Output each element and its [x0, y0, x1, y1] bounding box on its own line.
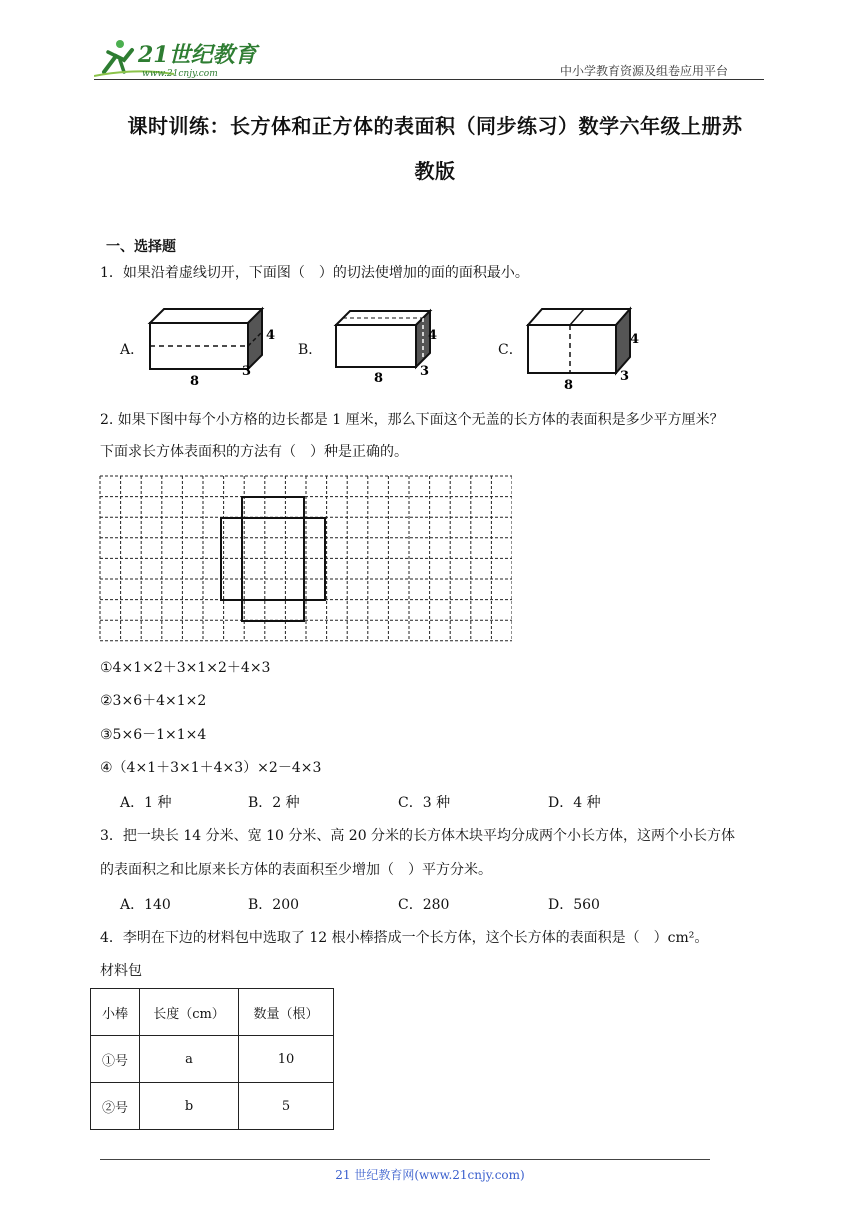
question-3-line1: 3．把一块长 14 分米、宽 10 分米、高 20 分米的长方体木块平均分成两个小长方体，这两个小长方体: [100, 828, 736, 844]
logo-text: 21世纪教育: [138, 42, 257, 68]
table-cell: b: [140, 1083, 239, 1130]
table-cell: 10: [239, 1036, 334, 1083]
q3-option-b: B．200: [248, 897, 300, 913]
q2-option-d: D．4 种: [548, 795, 601, 811]
q3-option-d: D．560: [548, 897, 600, 913]
question-2-line2: 下面求长方体表面积的方法有（ ）种是正确的。: [100, 444, 408, 460]
question-1-text: 1．如果沿着虚线切开，下面图（ ）的切法使增加的面的面积最小。: [100, 265, 529, 281]
q1-c-height-label: 4: [630, 332, 640, 347]
header-platform-text: 中小学教育资源及组卷应用平台: [560, 64, 729, 78]
net-base-vertical: [242, 497, 304, 621]
table-cell: a: [140, 1036, 239, 1083]
q2-option-a: A．1 种: [120, 795, 172, 811]
q1-b-height-label: 4: [428, 328, 438, 343]
table-header-cell: 长度（cm）: [140, 989, 239, 1036]
table-cell: ①号: [91, 1036, 140, 1083]
grid-lines: [100, 476, 512, 641]
site-logo: [94, 36, 264, 80]
net-base-horizontal: [221, 518, 325, 600]
header-divider: [94, 79, 764, 80]
q1-c-length-label: 8: [564, 378, 574, 393]
q1-b-width-label: 3: [420, 364, 430, 379]
q1-a-length-label: 8: [190, 374, 200, 387]
page-title-line1: 课时训练：长方体和正方体的表面积（同步练习）数学六年级上册苏: [127, 114, 743, 138]
q1-figure-b: [330, 305, 450, 387]
q2-method-1: ①4×1×2＋3×1×2＋4×3: [100, 660, 271, 676]
q1-option-c-label: C．: [498, 342, 523, 358]
section-heading: 一、选择题: [106, 239, 176, 255]
footer-divider: [100, 1159, 710, 1160]
table-header-row: [91, 989, 334, 1036]
table-header-cell: 数量（根）: [239, 989, 334, 1036]
q1-b-length-label: 8: [374, 371, 384, 386]
table-header-cell: 小棒: [91, 989, 140, 1036]
q2-grid-net-figure: [98, 474, 512, 644]
q1-a-width-label: 3: [242, 364, 252, 379]
question-3-line2: 的表面积之和比原来长方体的表面积至少增加（ ）平方分米。: [100, 862, 492, 878]
q2-method-3: ③5×6－1×1×4: [100, 727, 207, 743]
footer-text: 21 世纪教育网(www.21cnjy.com): [335, 1168, 525, 1182]
q1-option-b-label: B．: [298, 342, 323, 358]
q4-material-table: [90, 988, 334, 1130]
table-cell: ②号: [91, 1083, 140, 1130]
logo-url: www.21cnjy.com: [142, 69, 218, 79]
q1-a-height-label: 4: [266, 328, 276, 343]
q2-method-2: ②3×6＋4×1×2: [100, 693, 207, 709]
table-row: [91, 1083, 334, 1130]
page-title-line2: 教版: [414, 159, 456, 183]
q3-option-a: A．140: [120, 897, 171, 913]
q4-material-caption: 材料包: [100, 963, 142, 979]
table-cell: 5: [239, 1083, 334, 1130]
question-2-line1: 2. 如果下图中每个小方格的边长都是 1 厘米，那么下面这个无盖的长方体的表面积是多少平方厘米？: [100, 412, 724, 428]
q1-figure-c: [522, 303, 652, 393]
q1-c-width-label: 3: [620, 369, 630, 384]
q2-option-b: B．2 种: [248, 795, 300, 811]
table-row: [91, 1036, 334, 1083]
question-4-text: 4．李明在下边的材料包中选取了 12 根小棒搭成一个长方体，这个长方体的表面积是（ ）cm²。: [100, 930, 709, 946]
q1-figure-a: [146, 305, 276, 387]
q2-option-c: C．3 种: [398, 795, 451, 811]
q2-method-4: ④（4×1＋3×1＋4×3）×2－4×3: [100, 760, 322, 776]
q3-option-c: C．280: [398, 897, 450, 913]
q1-option-a-label: A．: [120, 342, 145, 358]
